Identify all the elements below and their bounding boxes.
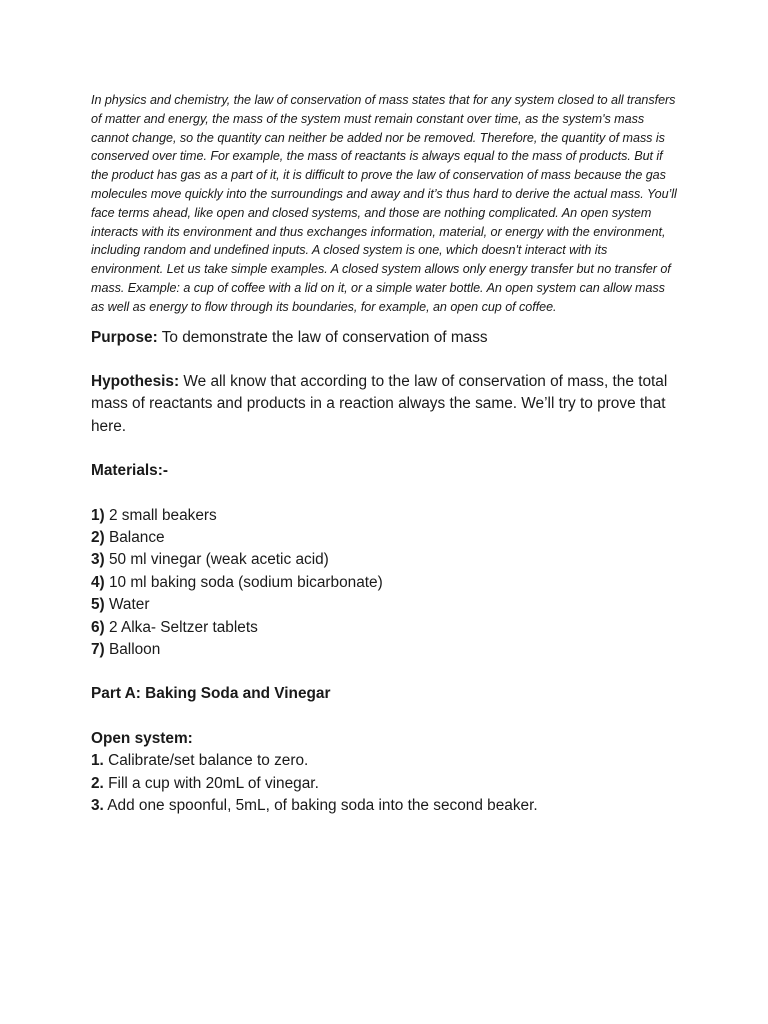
open-system-heading: Open system: [91,729,193,747]
purpose-paragraph [91,327,681,349]
purpose-label: Purpose: [91,328,158,346]
item-number: 6) [91,618,105,636]
step-text: Add one spoonful, 5mL, of baking soda into the second beaker. [103,797,538,815]
list-item [91,549,681,571]
item-number: 3) [91,551,105,569]
list-item [91,750,681,772]
hypothesis-paragraph [91,371,681,438]
item-text: 2 small beakers [104,506,217,524]
step-text: Fill a cup with 20mL of vinegar. [103,774,319,792]
item-text: 2 Alka- Seltzer tablets [104,618,258,636]
purpose-text: To demonstrate the law of conservation of mass [157,328,488,346]
list-item [91,572,681,594]
item-text: Water [104,596,150,614]
list-item [91,594,681,616]
list-item [91,527,681,549]
hypothesis-label: Hypothesis: [91,372,180,390]
hypothesis-text: We all know that according to the law of conservation of mass, the total mass of reactants and products in a reaction always the same. We’ll try to prove that here. [91,372,668,435]
step-number: 3. [91,797,104,815]
open-system-steps [91,750,681,817]
materials-heading: Materials:- [91,462,168,480]
part-a-heading: Part A: Baking Soda and Vinegar [91,685,331,703]
intro-paragraph: In physics and chemistry, the law of conservation of mass states that for any system closed to all transfers of matter and energy, the mass of the system must remain constant over time, as the system's mass cannot change, so the quantity can neither be added nor be removed. Therefore, the quantity of mass is conserved over time. For example, the mass of reactants is always equal to the mass of products. But if the product has gas as a part of it, it is difficult to prove the law of conservation of mass because the gas molecules move quickly into the surroundings and away and it’s thus hard to derive the actual mass. You’ll face terms ahead, like open and closed systems, and those are nothing complicated. An open system interacts with its environment and thus exchanges information, material, or energy with the environment, including random and undefined inputs. A closed system is one, which doesn't interact with its environment. Let us take simple examples. A closed system allows only energy transfer but no transfer of mass. Example: a cup of coffee with a lid on it, or a simple water bottle. An open system can allow mass as well as energy to flow through its boundaries, for example, an open cup of coffee. [91,93,677,314]
list-item [91,617,681,639]
item-number: 2) [91,529,105,546]
list-item [91,773,681,795]
item-text: Balloon [104,641,161,659]
item-number: 5) [91,596,105,614]
document-page [91,91,681,817]
list-item [91,795,681,817]
item-number: 4) [91,573,105,591]
step-number: 2. [91,774,104,792]
list-item [91,639,681,661]
item-text: 50 ml vinegar (weak acetic acid) [104,551,329,569]
step-text: Calibrate/set balance to zero. [103,752,309,770]
step-number: 1. [91,752,104,770]
list-item [91,505,681,527]
materials-list [91,505,681,662]
item-number: 1) [91,506,105,524]
item-text: Balance [104,529,165,546]
item-number: 7) [91,641,105,659]
item-text: 10 ml baking soda (sodium bicarbonate) [104,573,383,591]
